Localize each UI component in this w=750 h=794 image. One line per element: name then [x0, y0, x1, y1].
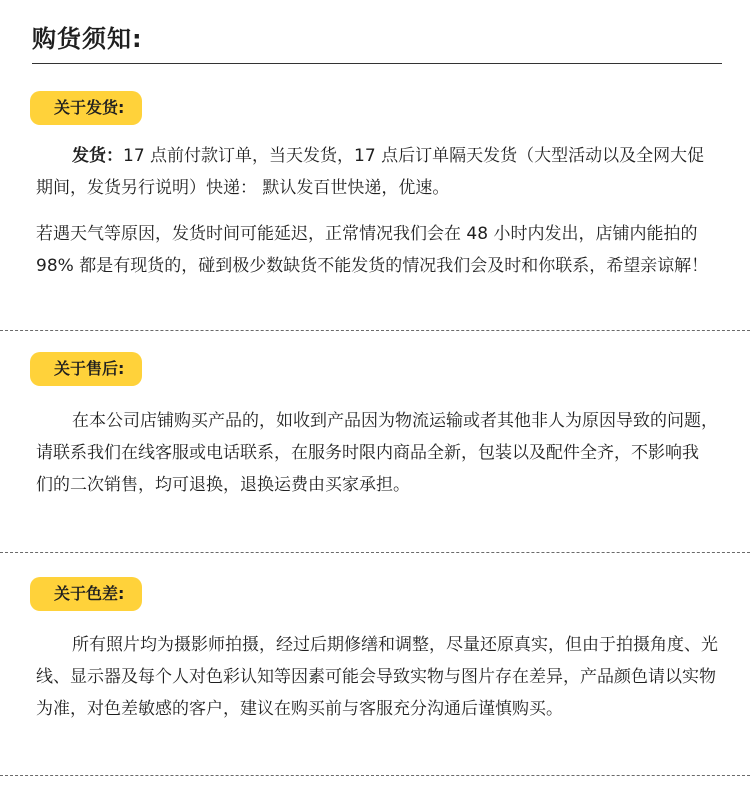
shipping-lead-label: 发货：: [72, 146, 123, 166]
color-difference-paragraph: [36, 629, 720, 725]
delay-paragraph: [36, 218, 720, 282]
color-difference-section-tag: 关于色差:: [30, 577, 142, 611]
shipping-paragraph: [36, 140, 720, 204]
shipping-text: 17 点前付款订单，当天发货，17 点后订单隔天发货（大型活动以及全网大促期间，发货另行说明）快递： 默认发百世快递，优速。: [36, 146, 705, 198]
section-divider: [0, 775, 750, 776]
section-divider: [0, 552, 750, 553]
shipping-section-tag: 关于发货:: [30, 91, 142, 125]
page-title: 购货须知:: [32, 25, 143, 53]
after-sales-paragraph: [36, 405, 720, 501]
after-sales-text: 在本公司店铺购买产品的，如收到产品因为物流运输或者其他非人为原因导致的问题，请联系我们在线客服或电话联系，在服务时限内商品全新，包装以及配件全齐，不影响我 们的二次销售，均可退换，退换运费由买家承担。: [36, 411, 718, 495]
title-divider: [32, 63, 722, 64]
after-sales-section-tag: 关于售后:: [30, 352, 142, 386]
section-divider: [0, 330, 750, 331]
delay-text: 若遇天气等原因，发货时间可能延迟，正常情况我们会在 48 小时内发出，店铺内能拍的 98% 都是有现货的，碰到极少数缺货不能发货的情况我们会及时和你联系，希望亲谅解！: [36, 224, 709, 276]
color-difference-text: 所有照片均为摄影师拍摄，经过后期修缮和调整，尽量还原真实，但由于拍摄角度、光线、显示器及每个人对色彩认知等因素可能会导致实物与图片存在差异，产品颜色请以实物为准，对色差敏感的客户，建议在购买前与客服充分沟通后谨慎购买。: [36, 635, 718, 719]
